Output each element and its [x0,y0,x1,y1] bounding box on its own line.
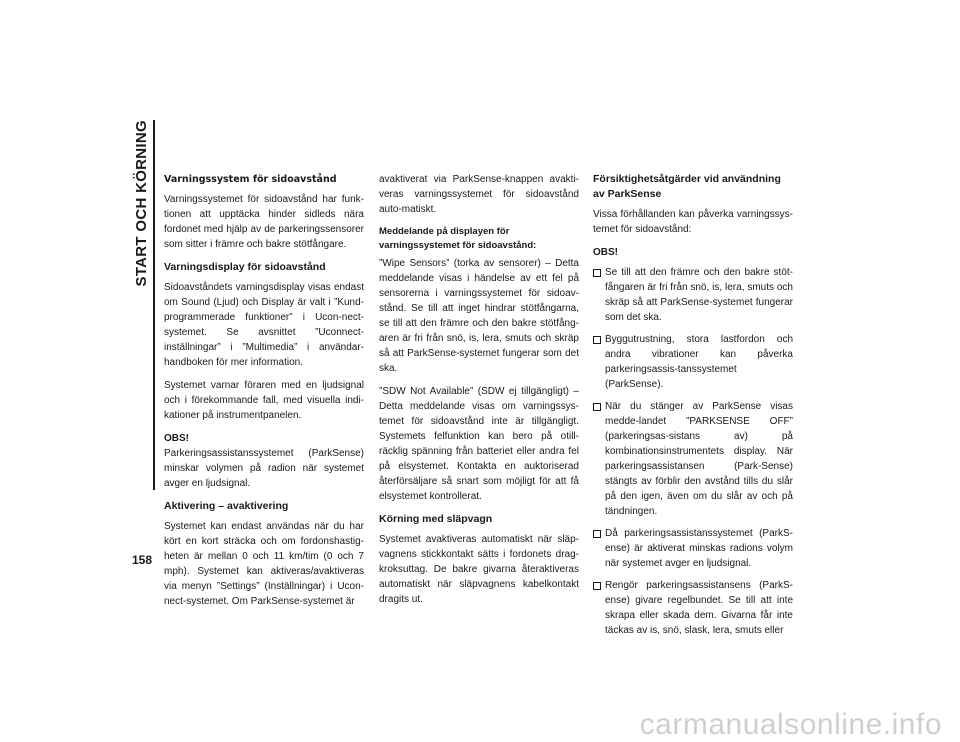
section-label: START OCH KÖRNING [132,120,150,287]
checkbox-bullet-icon [593,269,601,277]
paragraph: ”SDW Not Available” (SDW ej tillgängligt) – Detta meddelande visas om varningssys-temet för sidoavstånd inte är tillgängligt. Systemets felfunktion kan bero på otill-räcklig spänning från batteriet eller andra fel på elsystemet. Kontakta en auktoriserad återförsäljare så snart som möjligt för att få elsystemet kontrollerat. [379,386,579,502]
watermark: carmanualsonline.info [639,708,942,741]
heading-activation: Aktivering – avaktivering [164,500,289,512]
section-side-tab [130,120,158,490]
checkbox-bullet-icon [593,336,601,344]
heading-precautions: Försiktighetsåtgärder vid användning av ParkSense [593,173,781,200]
paragraph: Systemet avaktiveras automatiskt när släp-vagnens stickkontakt sätts i fordonets drag-kroksuttag. De bakre givarna återaktiveras automatiskt när släpvagnens kabelkontakt dragits ut. [379,534,579,605]
heading-trailer-towing: Körning med släpvagn [379,513,493,525]
paragraph: ”Wipe Sensors” (torka av sensorer) – Detta meddelande visas i händelse av ett fel på sensorerna i varningssystemet för sidoav-stånd. Se till att inget hindrar stötfångarna, se till att den främre och den bakre stötfång-aren är fri från snö, is, lera, smuts och skräp så att ParkSense-systemet fungerar som det ska. [379,258,579,374]
list-item: Då parkeringsassistanssystemet (ParkS-ense) är aktiverat minskas radions volym när systemet avger en ljudsignal. [593,526,793,571]
paragraph: avaktiverat via ParkSense-knappen avakti-veras varningssystemet för sidoavstånd auto-matiskt. [379,174,579,215]
note-text: Parkeringsassistanssystemet (ParkSense) minskar volymen på radion när systemet avger en ljudsignal. [164,448,364,489]
heading-display-message: Meddelande på displayen för varningssystemet för sidoavstånd: [379,226,537,251]
paragraph: Vissa förhållanden kan påverka varningssys-temet för sidoavstånd: [593,209,793,235]
paragraph: Sidoavståndets varningsdisplay visas endast om Sound (Ljud) och Display är valt i ”Kund-programmerade funktioner” i Ucon-nect-systemet. Se avsnittet ”Uconnect-inställningar” i ”Multimedia” i användar-handboken för mer information. [164,282,364,368]
paragraph: Systemet varnar föraren med en ljudsignal och i förekommande fall, med visuella indi-kationer på instrumentpanelen. [164,380,364,421]
heading-warning-display: Varningsdisplay för sidoavstånd [164,261,326,273]
list-item: Rengör parkeringsassistansens (ParkS-ense) givare regelbundet. Se till att inte skrapa eller skada dem. Givarna får inte täckas av is, snö, slask, lera, smuts eller [593,578,793,638]
note-label: OBS! [164,433,189,444]
list-item: Se till att den främre och den bakre stöt-fångaren är fri från snö, is, lera, smuts och skräp så att ParkSense-systemet fungerar som det ska. [593,265,793,325]
column-2 [379,172,579,615]
list-item: När du stänger av ParkSense visas medde-landet ”PARKSENSE OFF” (parkeringsas-sistans av) på kombinationsinstrumentets display. När parkeringsassistansen (Park-Sense) stängts av förblir den avstånd tills du slår på den igen, även om du slår av och på tändningen. [593,399,793,519]
note-label: OBS! [593,247,618,258]
checkbox-bullet-icon [593,582,601,590]
checkbox-bullet-icon [593,403,601,411]
column-1 [164,172,364,617]
checkbox-bullet-icon [593,530,601,538]
section-divider [153,120,155,490]
list-item: Byggutrustning, stora lastfordon och andra vibrationer kan påverka parkeringsassis-tanssystemet (ParkSense). [593,332,793,392]
paragraph: Varningssystemet för sidoavstånd har funk-tionen att upptäcka hinder sidleds nära fordonet med hjälp av de parkeringssensorer som sitter i främre och bakre stötfångare. [164,194,364,250]
page-number: 158 [132,553,153,567]
precaution-list [593,265,793,638]
paragraph: Systemet kan endast användas när du har kört en kort sträcka och om fordonshastig-heten är mellan 0 och 11 km/tim (0 och 7 mph). Systemet kan aktiveras/avaktiveras via menyn ”Settings” (Inställningar) i Ucon-nect-systemet. Om ParkSense-systemet är [164,521,364,607]
heading-side-distance-warning: Varningssystem för sidoavstånd [164,174,337,185]
column-3 [593,172,793,645]
